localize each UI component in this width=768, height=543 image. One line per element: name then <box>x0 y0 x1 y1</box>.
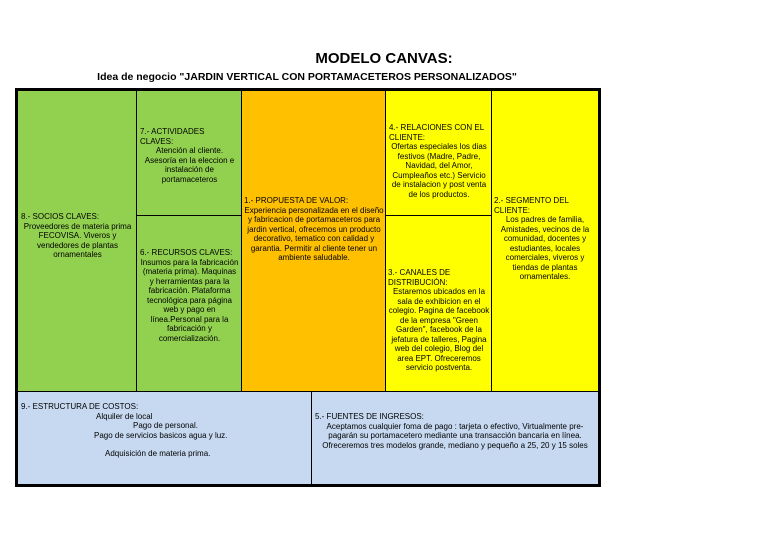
page-subtitle: Idea de negocio "JARDIN VERTICAL CON PORTAMACETEROS PERSONALIZADOS" <box>97 71 517 83</box>
segmento-heading: 2.- SEGMENTO DEL CLIENTE: <box>494 196 569 215</box>
propuesta-body: Experiencia personalizada en el diseño y fabricacion de portamaceteros para jardin vertical, ofrecemos un producto decorativo, tematico con calidad y garantia. Permitir al cliente tener un ambiente saludable. <box>244 205 384 262</box>
business-model-canvas <box>15 88 601 487</box>
page-title: MODELO CANVAS: <box>315 50 453 67</box>
costos-line: Pago de servicios basicos agua y luz. <box>94 430 228 440</box>
block-socios-claves <box>17 90 138 393</box>
block-segmento-cliente <box>491 90 599 393</box>
block-actividades-claves <box>136 90 243 217</box>
block-recursos-claves <box>136 215 243 393</box>
canales-body: Estaremos ubicados en la sala de exhibicion en el colegio. Pagina de facebook de la empresa "Green Garden", facebook de la jefatura de talleres, Pagina web del colegio, Blog del area EPT. Ofreceremos servicio postventa. <box>388 287 490 372</box>
costos-line: Adquisición de materia prima. <box>105 449 211 458</box>
socios-body: Proveedores de materia prima FECOVISA. Viveros y vendedores de plantas ornamentales <box>23 221 132 259</box>
costos-line: Pago de personal. <box>133 421 198 430</box>
segmento-body: Los padres de familia, Amistades, vecinos de la comunidad, docentes y estudiantes, locales comerciales, viveros y tiendas de plantas ornamentales. <box>500 215 590 281</box>
block-relaciones-cliente <box>385 90 493 217</box>
ingresos-heading: 5.- FUENTES DE INGRESOS: <box>315 412 424 421</box>
actividades-body: Atención al cliente. Asesoría en la eleccion e instalación de portamaceteros <box>144 146 235 184</box>
ingresos-body: Aceptamos cualquier foma de pago : tarjeta o efectivo, Virtualmente pre-pagarán su portamacetero mediante una transacción bancaria en línea. Ofreceremos tres modelos grande, mediano y pequeño a 25, 20 y 15 soles <box>322 421 588 450</box>
recursos-body: Insumos para la fabricación (materia prima). Maquinas y herramientas para la fabricación. Plataforma tecnológica para página web y pago en línea.Personal para la fabricación y comercialización. <box>140 257 239 343</box>
actividades-heading: 7.- ACTIVIDADES CLAVES: <box>140 127 205 146</box>
socios-heading: 8.- SOCIOS CLAVES: <box>21 212 100 221</box>
relaciones-heading: 4.- RELACIONES CON EL CLIENTE: <box>389 123 484 142</box>
block-estructura-costos <box>17 391 313 485</box>
block-fuentes-ingresos <box>311 391 599 485</box>
costos-line: Alquiler de local <box>96 411 153 421</box>
costos-heading: 9.- ESTRUCTURA DE COSTOS: <box>21 402 139 411</box>
recursos-heading: 6.- RECURSOS CLAVES: <box>140 248 233 257</box>
propuesta-heading: 1.- PROPUESTA DE VALOR: <box>244 196 349 205</box>
relaciones-body: Ofertas especiales los dias festivos (Madre, Padre, Navidad, del Amor, Cumpleaños etc.) Servicio de instalacion y post venta de los productos. <box>391 142 487 199</box>
block-propuesta-valor <box>241 90 387 393</box>
canales-heading: 3.- CANALES DE DISTRIBUCIÓN: <box>388 268 451 287</box>
block-canales-distribucion <box>385 215 493 393</box>
